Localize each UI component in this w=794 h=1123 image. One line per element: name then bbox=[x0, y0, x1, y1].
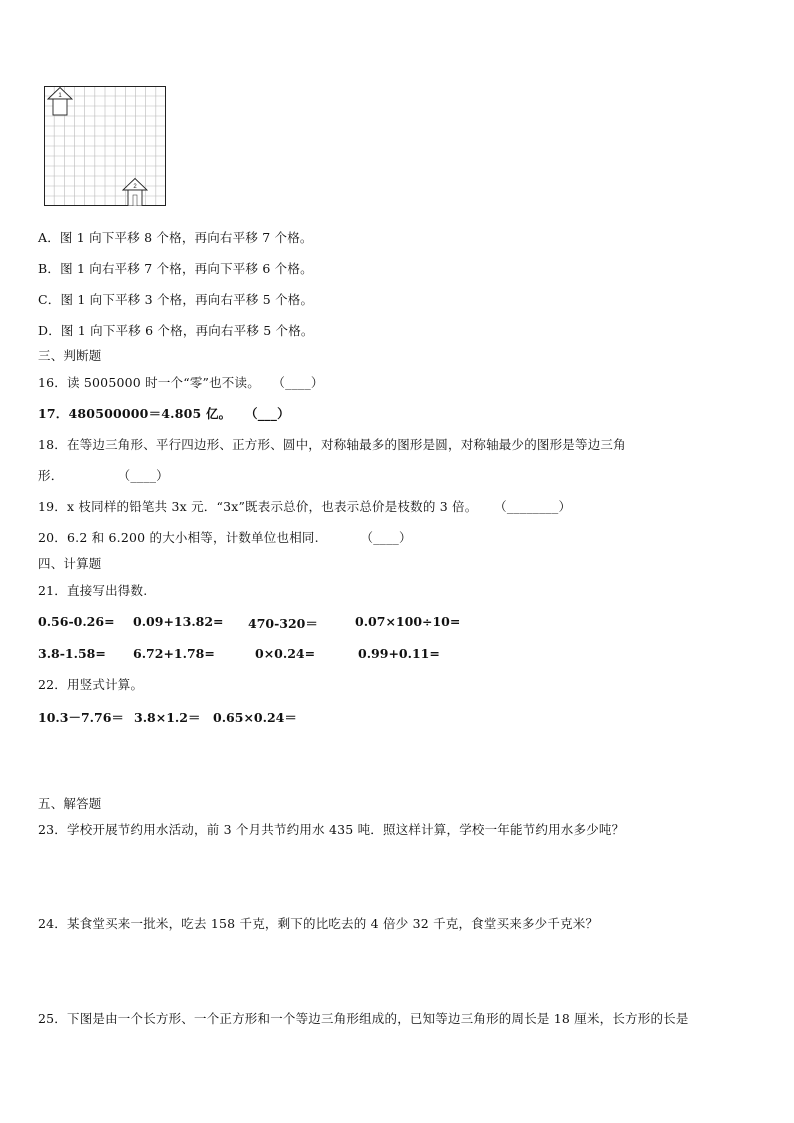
question-25: 25．下图是由一个长方形、一个正方形和一个等边三角形组成的，已知等边三角形的周长是 18 厘米，长方形的长是 bbox=[38, 1011, 689, 1026]
section-5-heading: 五、解答题 bbox=[38, 796, 102, 811]
option-b: B．图 1 向右平移 7 个格，再向下平移 6 个格。 bbox=[38, 261, 313, 276]
option-a: A．图 1 向下平移 8 个格，再向右平移 7 个格。 bbox=[38, 230, 313, 245]
question-23: 23．学校开展节约用水活动，前 3 个月共节约用水 435 吨．照这样计算，学校一年能节约用水多少吨？ bbox=[38, 822, 625, 837]
calc-item: 0.07×100÷10= bbox=[355, 614, 461, 629]
calc-item: 3.8-1.58= bbox=[38, 646, 106, 661]
question-19: 19．x 枝同样的铅笔共 3x 元．“3x”既表示总价，也表示总价是枝数的 3 倍。 （________） bbox=[38, 499, 572, 514]
option-c: C．图 1 向下平移 3 个格，再向右平移 5 个格。 bbox=[38, 292, 314, 307]
question-17: 17．480500000＝4.805 亿。 （___） bbox=[38, 406, 290, 421]
translation-grid-figure bbox=[44, 86, 166, 206]
question-20: 20．6.2 和 6.200 的大小相等，计数单位也相同. （____） bbox=[38, 530, 412, 545]
grid-svg bbox=[44, 86, 166, 206]
section-4-heading: 四、计算题 bbox=[38, 556, 102, 571]
option-d: D．图 1 向下平移 6 个格，再向右平移 5 个格。 bbox=[38, 323, 314, 338]
question-21: 21．直接写出得数. bbox=[38, 583, 148, 598]
house-label-1: 1 bbox=[58, 93, 62, 99]
house-label-2: 2 bbox=[133, 184, 137, 190]
calc-item: 3.8×1.2＝ bbox=[134, 710, 201, 725]
calc-item: 0.56-0.26= bbox=[38, 614, 115, 629]
calc-item: 10.3－7.76＝ bbox=[38, 710, 124, 725]
calc-item: 0.65×0.24＝ bbox=[213, 710, 297, 725]
calc-item: 0.09+13.82= bbox=[133, 614, 224, 629]
calc-item: 470-320＝ bbox=[248, 616, 318, 631]
question-22: 22．用竖式计算。 bbox=[38, 677, 144, 692]
calc-item: 0.99+0.11= bbox=[358, 646, 440, 661]
calc-item: 0×0.24= bbox=[255, 646, 316, 661]
house-shape-2 bbox=[123, 179, 147, 207]
question-18: 18．在等边三角形、平行四边形、正方形、圆中，对称轴最多的图形是圆，对称轴最少的图形是等边三角 bbox=[38, 437, 626, 452]
calc-item: 6.72+1.78= bbox=[133, 646, 215, 661]
question-16: 16．读 5005000 时一个“零”也不读。 （____） bbox=[38, 375, 324, 390]
question-18-cont: 形． （____） bbox=[38, 468, 169, 483]
house-shape-1 bbox=[48, 88, 72, 116]
section-3-heading: 三、判断题 bbox=[38, 348, 102, 363]
question-24: 24．某食堂买来一批米，吃去 158 千克，剩下的比吃去的 4 倍少 32 千克，食堂买来多少千克米？ bbox=[38, 916, 599, 931]
